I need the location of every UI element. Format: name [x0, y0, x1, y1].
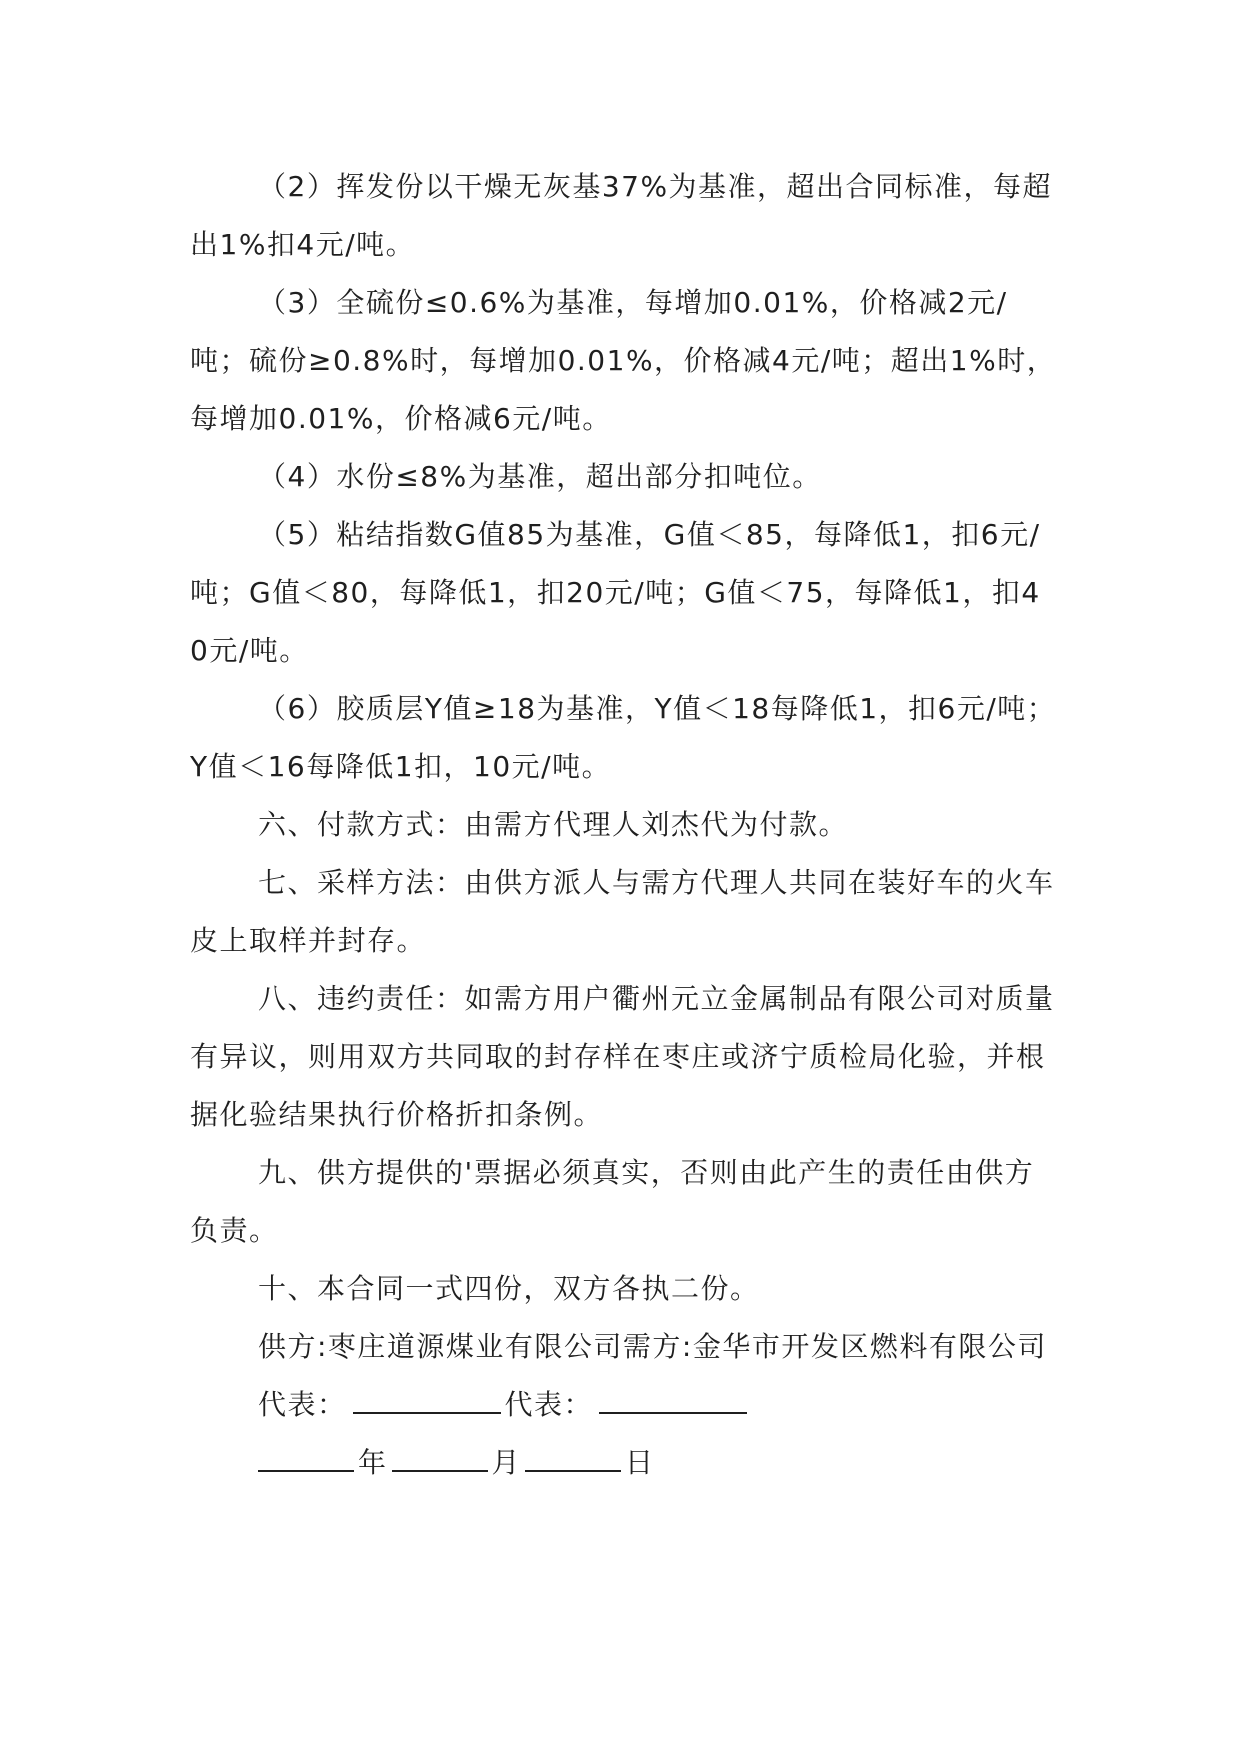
date-line	[190, 1434, 1058, 1492]
rep-blank-buyer	[599, 1382, 747, 1414]
month-blank	[392, 1440, 488, 1472]
clause-total-sulfur: （3）全硫份≤0.6%为基准，每增加0.01%，价格减2元/吨；硫份≥0.8%时，每增加0.01%，价格减4元/吨；超出1%时，每增加0.01%，价格减6元/吨。	[190, 286, 1057, 435]
clause-invoices: 九、供方提供的'票据必须真实，否则由此产生的责任由供方负责。	[190, 1156, 1035, 1247]
parties-line: 供方:枣庄道源煤业有限公司需方:金华市开发区燃料有限公司	[258, 1330, 1047, 1363]
year-label: 年	[358, 1446, 388, 1479]
clause-plastic-layer: （6）胶质层Y值≥18为基准，Y值＜18每降低1，扣6元/吨；Y值＜16每降低1扣，10元/吨。	[190, 692, 1057, 783]
rep-label-supplier: 代表：	[258, 1388, 347, 1421]
clause-copies: 十、本合同一式四份，双方各执二份。	[258, 1272, 760, 1305]
clause-payment-method: 六、付款方式：由需方代理人刘杰代为付款。	[258, 808, 849, 841]
clause-moisture: （4）水份≤8%为基准，超出部分扣吨位。	[258, 460, 822, 493]
rep-blank-supplier	[353, 1382, 501, 1414]
day-label: 日	[625, 1446, 655, 1479]
rep-label-buyer: 代表：	[504, 1388, 594, 1421]
clause-volatile-matter: （2）挥发份以干燥无灰基37%为基准，超出合同标准，每超出1%扣4元/吨。	[190, 170, 1053, 261]
month-label: 月	[491, 1446, 522, 1479]
clause-liability: 八、违约责任：如需方用户衢州元立金属制品有限公司对质量有异议，则用双方共同取的封存样在枣庄或济宁质检局化验，并根据化验结果执行价格折扣条例。	[190, 982, 1055, 1131]
clause-sampling-method: 七、采样方法：由供方派人与需方代理人共同在装好车的火车皮上取样并封存。	[190, 866, 1055, 957]
day-blank	[525, 1440, 621, 1472]
representative-line	[190, 1376, 1058, 1434]
year-blank	[258, 1440, 354, 1472]
clause-caking-index: （5）粘结指数G值85为基准，G值＜85，每降低1，扣6元/吨；G值＜80，每降低1，扣20元/吨；G值＜75，每降低1，扣40元/吨。	[190, 518, 1041, 667]
contract-body	[190, 158, 1058, 1492]
